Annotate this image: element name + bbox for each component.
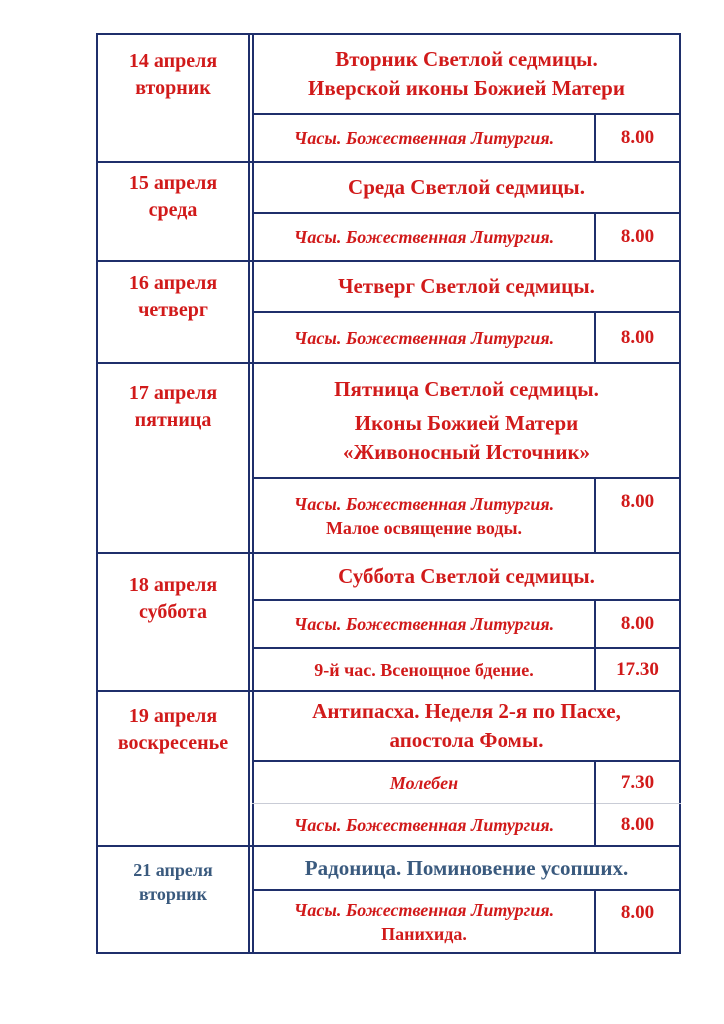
day-title: Пятница Светлой седмицы. Иконы Божией Матери «Живоносный Источник»: [334, 376, 599, 464]
service-name: Часы. Божественная Литургия. Малое освящение воды.: [293, 493, 555, 538]
day-date: 19 апреля: [128, 705, 218, 727]
service-time: 17.30: [616, 658, 659, 680]
service-time: 8.00: [620, 326, 655, 348]
day-title: Суббота Светлой седмицы.: [338, 564, 595, 588]
service-time: 7.30: [620, 771, 655, 793]
service-name: Часы. Божественная Литургия. Панихида.: [293, 899, 555, 944]
day-weekday: четверг: [138, 299, 208, 321]
service-name: 9-й час. Всенощное бдение.: [314, 659, 534, 680]
day-date-cell: [98, 270, 248, 360]
day-date-cell: [98, 48, 248, 158]
day-weekday: среда: [148, 199, 198, 221]
day-weekday: вторник: [138, 884, 207, 904]
day-title: Четверг Светлой седмицы.: [338, 274, 595, 298]
day-date-cell: [98, 858, 248, 950]
day-weekday: пятница: [134, 409, 212, 431]
service-time: 8.00: [620, 127, 655, 148]
day-title: Радоница. Поминовение усопших.: [304, 855, 629, 880]
service-time: 8.00: [620, 491, 655, 512]
day-date: 14 апреля: [128, 50, 218, 72]
day-date-cell: [98, 380, 248, 550]
day-date: 15 апреля: [128, 172, 218, 194]
day-date: 16 апреля: [128, 272, 218, 294]
day-title: Среда Светлой седмицы.: [348, 175, 585, 199]
day-date-cell: [98, 703, 248, 843]
day-date: 17 апреля: [128, 382, 218, 404]
service-name: Часы. Божественная Литургия.: [293, 814, 555, 835]
day-weekday: воскресенье: [117, 732, 229, 754]
day-title: Антипасха. Неделя 2-я по Пасхе, апостола Фомы.: [312, 699, 621, 752]
service-time: 8.00: [620, 613, 655, 634]
day-date-cell: [98, 572, 248, 687]
service-time: 8.00: [620, 902, 655, 923]
service-name: Молебен: [389, 772, 459, 793]
service-extra: Малое освящение воды.: [325, 517, 523, 538]
service-extra: Панихида.: [381, 923, 467, 944]
day-title: Вторник Светлой седмицы. Иверской иконы Божией Матери: [308, 47, 625, 100]
service-name: Часы. Божественная Литургия.: [293, 327, 555, 348]
day-date-cell: [98, 170, 248, 260]
service-name: Часы. Божественная Литургия.: [293, 614, 555, 634]
day-date: 21 апреля: [133, 860, 213, 880]
service-time: 8.00: [620, 813, 655, 835]
day-weekday: суббота: [139, 601, 207, 623]
service-time: 8.00: [620, 226, 655, 247]
day-date: 18 апреля: [128, 574, 218, 596]
day-weekday: вторник: [135, 77, 211, 99]
service-name: Часы. Божественная Литургия.: [293, 227, 555, 247]
service-name: Часы. Божественная Литургия.: [293, 128, 555, 148]
